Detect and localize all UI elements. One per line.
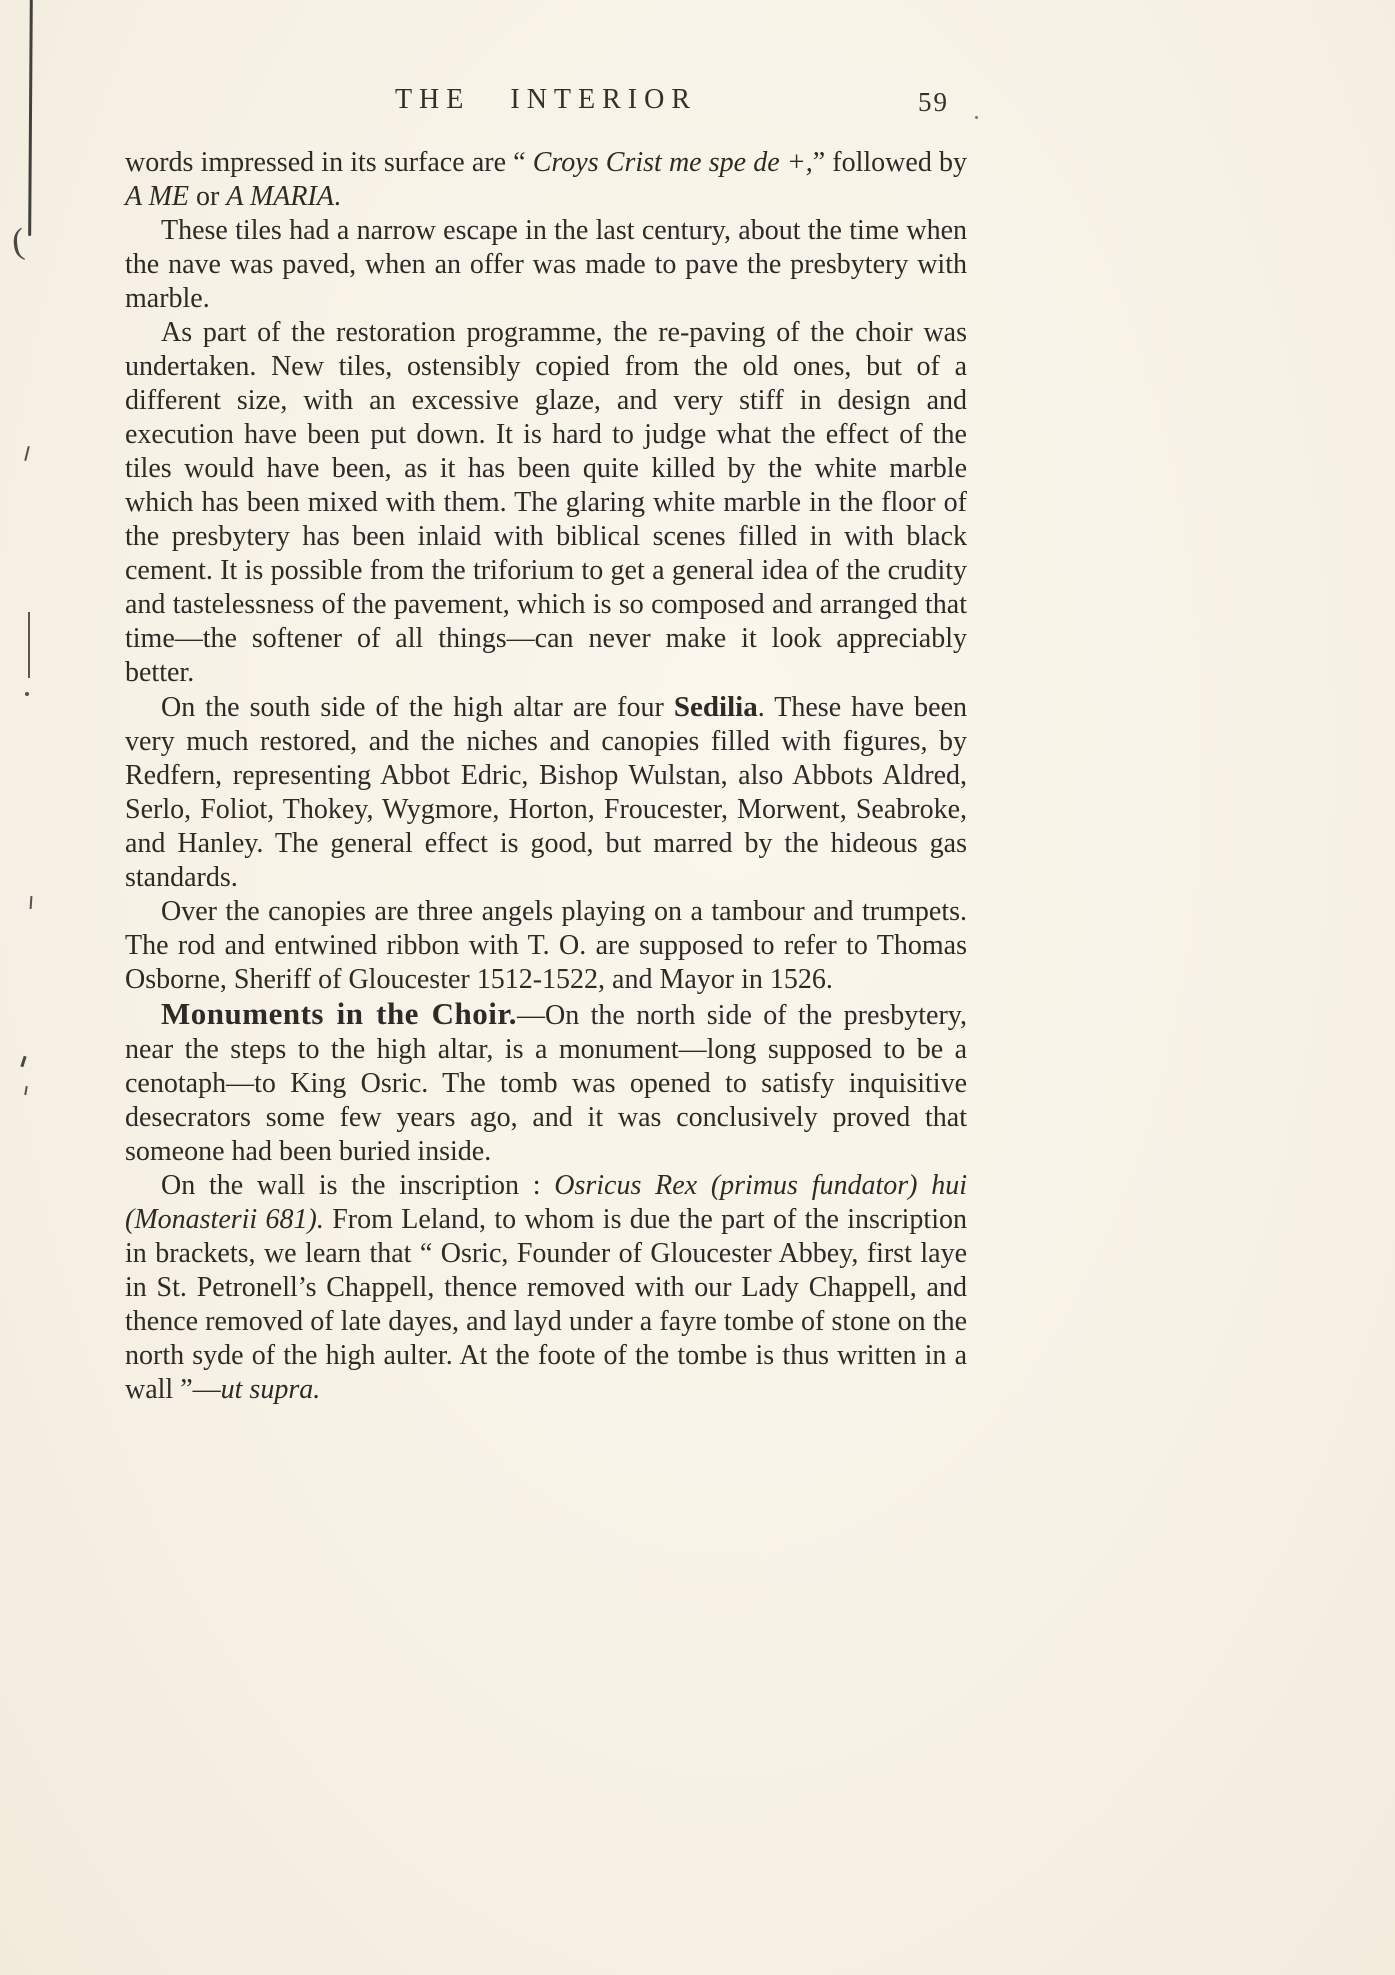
scan-artifact-speck	[20, 1056, 26, 1067]
page-body	[125, 146, 967, 1407]
scan-artifact-speck	[24, 446, 30, 461]
scan-artifact-margin-line	[28, 612, 30, 678]
scan-artifact-speck	[975, 116, 978, 119]
paragraph	[125, 146, 967, 214]
text-run-normal: or	[189, 181, 227, 212]
text-run-normal: .	[333, 181, 341, 212]
text-run-italic: Croys Crist me spe de +,	[532, 147, 813, 178]
text-run-italic: A MARIA	[226, 181, 334, 212]
text-run-bold-large: Monuments in the Choir.	[161, 996, 518, 1031]
paragraph	[125, 690, 967, 895]
scan-artifact-speck	[30, 896, 33, 909]
page-header	[125, 84, 967, 124]
scan-artifact-binding-line	[28, 0, 33, 236]
page-number: 59	[918, 87, 949, 117]
text-run-normal: —On the north side of the presbytery, near the steps to the high altar, is a monument—long supposed to be a cenotaph—to King Osric. The tomb was opened to satisfy inquisitive desecrators some few years ago, and it was conclusively proved that someone had been buried inside.	[125, 1000, 967, 1167]
paragraph	[125, 895, 967, 997]
text-run-italic: A ME	[125, 181, 190, 212]
scan-artifact-hook: (	[9, 220, 27, 262]
text-run-italic: ut supra.	[220, 1374, 321, 1405]
paragraph	[125, 214, 967, 316]
text-run-normal: From Leland, to whom is due the part of the inscription in brackets, we learn that “ Osric, Founder of Gloucester Abbey, first laye in St. Petronell’s Chappell, thence removed with our Lady Chappell, and thence removed of late dayes, and layd under a fayre tombe of stone on the north syde of the high aulter. At the foote of the tombe is thus written in a wall ”—	[125, 1204, 967, 1405]
text-run-normal: . These have been very much restored, and the niches and canopies filled with figures, by Redfern, representing Abbot Edric, Bishop Wulstan, also Abbots Aldred, Serlo, Foliot, Thokey, Wygmore, Horton, Froucester, Morwent, Seabroke, and Hanley. The general effect is good, but marred by the hideous gas standards.	[125, 692, 968, 893]
running-title: THE INTERIOR	[394, 84, 698, 115]
paragraph	[125, 1169, 967, 1407]
paragraph	[125, 997, 967, 1169]
text-run-normal: On the south side of the high altar are four	[161, 692, 674, 723]
text-run-normal: Over the canopies are three angels playing on a tambour and trumpets. The rod and entwined ribbon with T. O. are supposed to refer to Thomas Osborne, Sheriff of Gloucester 1512-1522, and Mayor in 1526.	[125, 896, 967, 995]
text-run-italic: Osricus Rex (primus fundator) hui (Monasterii 681).	[125, 1170, 967, 1235]
scan-artifact-speck	[25, 692, 29, 696]
text-run-bold: Sedilia	[673, 691, 758, 723]
text-run-normal: ” followed by	[812, 147, 967, 178]
text-run-normal: words impressed in its surface are “	[125, 147, 533, 178]
text-run-normal: As part of the restoration programme, the re-paving of the choir was undertaken. New tiles, ostensibly copied from the old ones, but of a different size, with an excessive glaze, and very stiff in design and execution have been put down. It is hard to judge what the effect of the tiles would have been, as it has been quite killed by the white marble which has been mixed with them. The glaring white marble in the floor of the presbytery has been inlaid with biblical scenes filled in with black cement. It is possible from the triforium to get a general idea of the crudity and tastelessness of the pavement, which is so composed and arranged that time—the softener of all things—can never make it look appreciably better.	[125, 317, 967, 688]
paragraph	[125, 316, 967, 690]
scan-artifact-speck	[24, 1086, 28, 1095]
text-run-normal: These tiles had a narrow escape in the last century, about the time when the nave was paved, when an offer was made to pave the presbytery with marble.	[125, 215, 967, 314]
text-run-normal: On the wall is the inscription :	[161, 1170, 555, 1201]
